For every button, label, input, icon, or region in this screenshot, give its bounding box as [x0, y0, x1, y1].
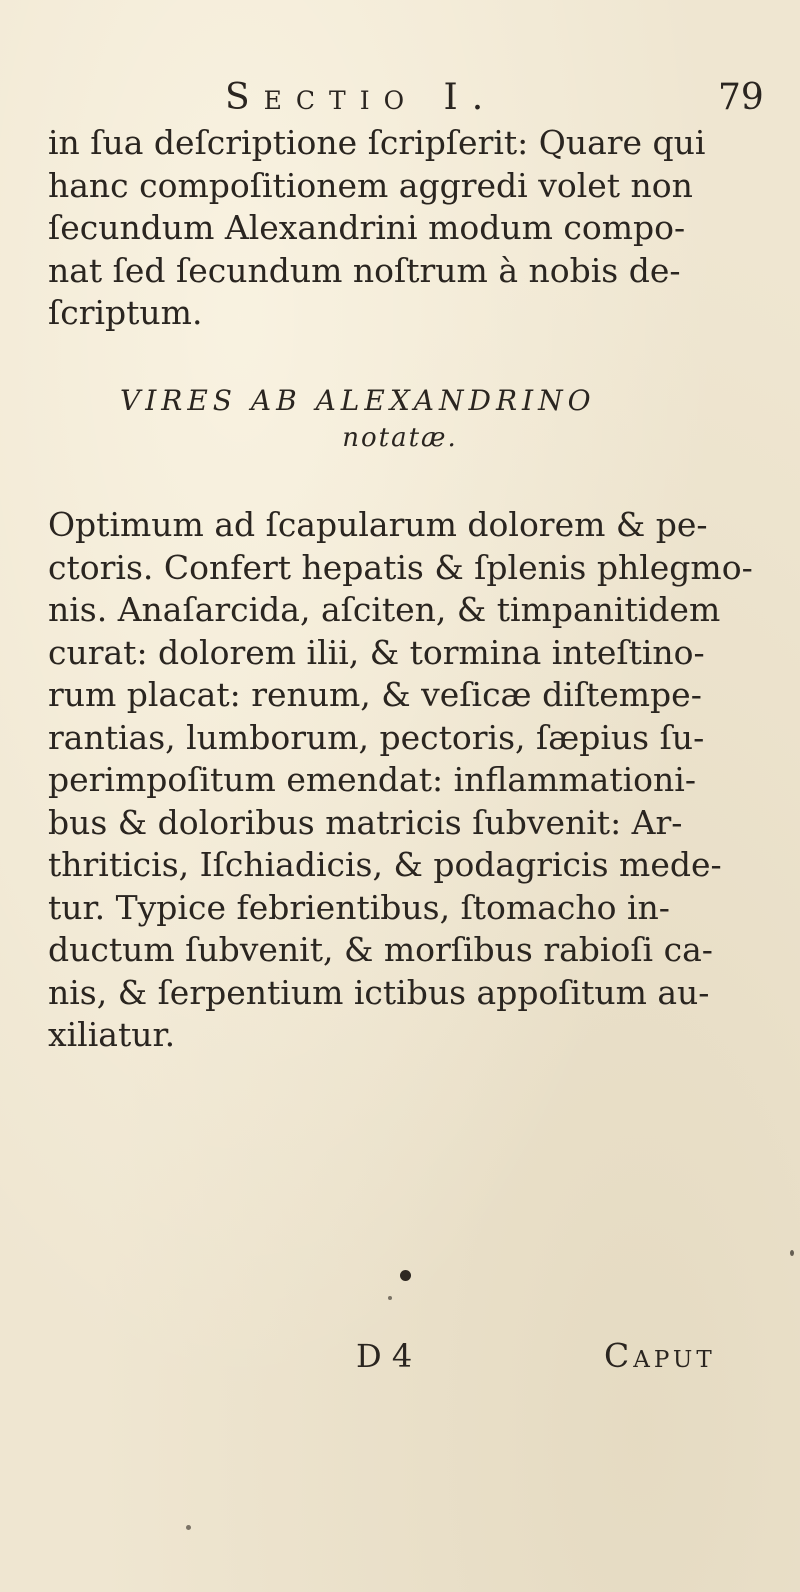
ink-spot — [790, 1250, 794, 1256]
main-paragraph — [48, 504, 768, 1057]
section-subheading: notatæ. — [342, 423, 458, 453]
text-line: tur. Typice febrientibus, ſtomacho in- — [48, 887, 670, 927]
text-line: bus & doloribus matricis ſubvenit: Ar- — [48, 802, 683, 842]
section-heading: VIRES AB ALEXANDRINO — [120, 384, 596, 417]
text-line: ductum ſubvenit, & morſibus rabioſi ca- — [48, 930, 713, 969]
text-line: curat: dolorem ilii, & tormina inteſtino- — [48, 632, 705, 672]
text-line: ctoris. Confert hepatis & ſplenis phlegmo- — [48, 547, 753, 587]
running-title: Sectio I. — [225, 77, 498, 118]
text-line: nat ſed ſecundum noſtrum à nobis de- — [48, 250, 681, 290]
text-line: ſcriptum. — [48, 293, 203, 332]
text-line: rantias, lumborum, pectoris, ſæpius ſu- — [48, 717, 705, 757]
text-line: hanc compoſitionem aggredi volet non — [48, 165, 693, 205]
page-footer — [0, 1334, 800, 1382]
page-number: 79 — [718, 77, 764, 118]
text-line: nis, & ſerpentium ictibus appoſitum au- — [48, 972, 710, 1012]
ink-spot — [186, 1525, 191, 1530]
text-line: perimpoſitum emendat: inflammationi- — [48, 760, 696, 799]
ink-spot — [400, 1270, 411, 1281]
top-paragraph — [48, 122, 768, 335]
text-line: thriticis, Iſchiadicis, & podagricis mede- — [48, 845, 722, 884]
text-line: xiliatur. — [48, 1015, 176, 1054]
text-line: in ſua deſcriptione ſcripſerit: Quare qui — [48, 123, 706, 162]
text-line: ſecundum Alexandrini modum compo- — [48, 208, 686, 247]
catchword: Caput — [604, 1336, 716, 1375]
text-line: Optimum ad ſcapularum dolorem & pe- — [48, 505, 708, 544]
ink-spot — [388, 1296, 392, 1300]
text-line: rum placat: renum, & veſicæ diſtempe- — [48, 675, 702, 714]
running-head — [0, 78, 800, 118]
text-line: nis. Anaſarcida, aſciten, & timpanitidem — [48, 590, 721, 629]
signature-mark: D 4 — [356, 1337, 413, 1375]
